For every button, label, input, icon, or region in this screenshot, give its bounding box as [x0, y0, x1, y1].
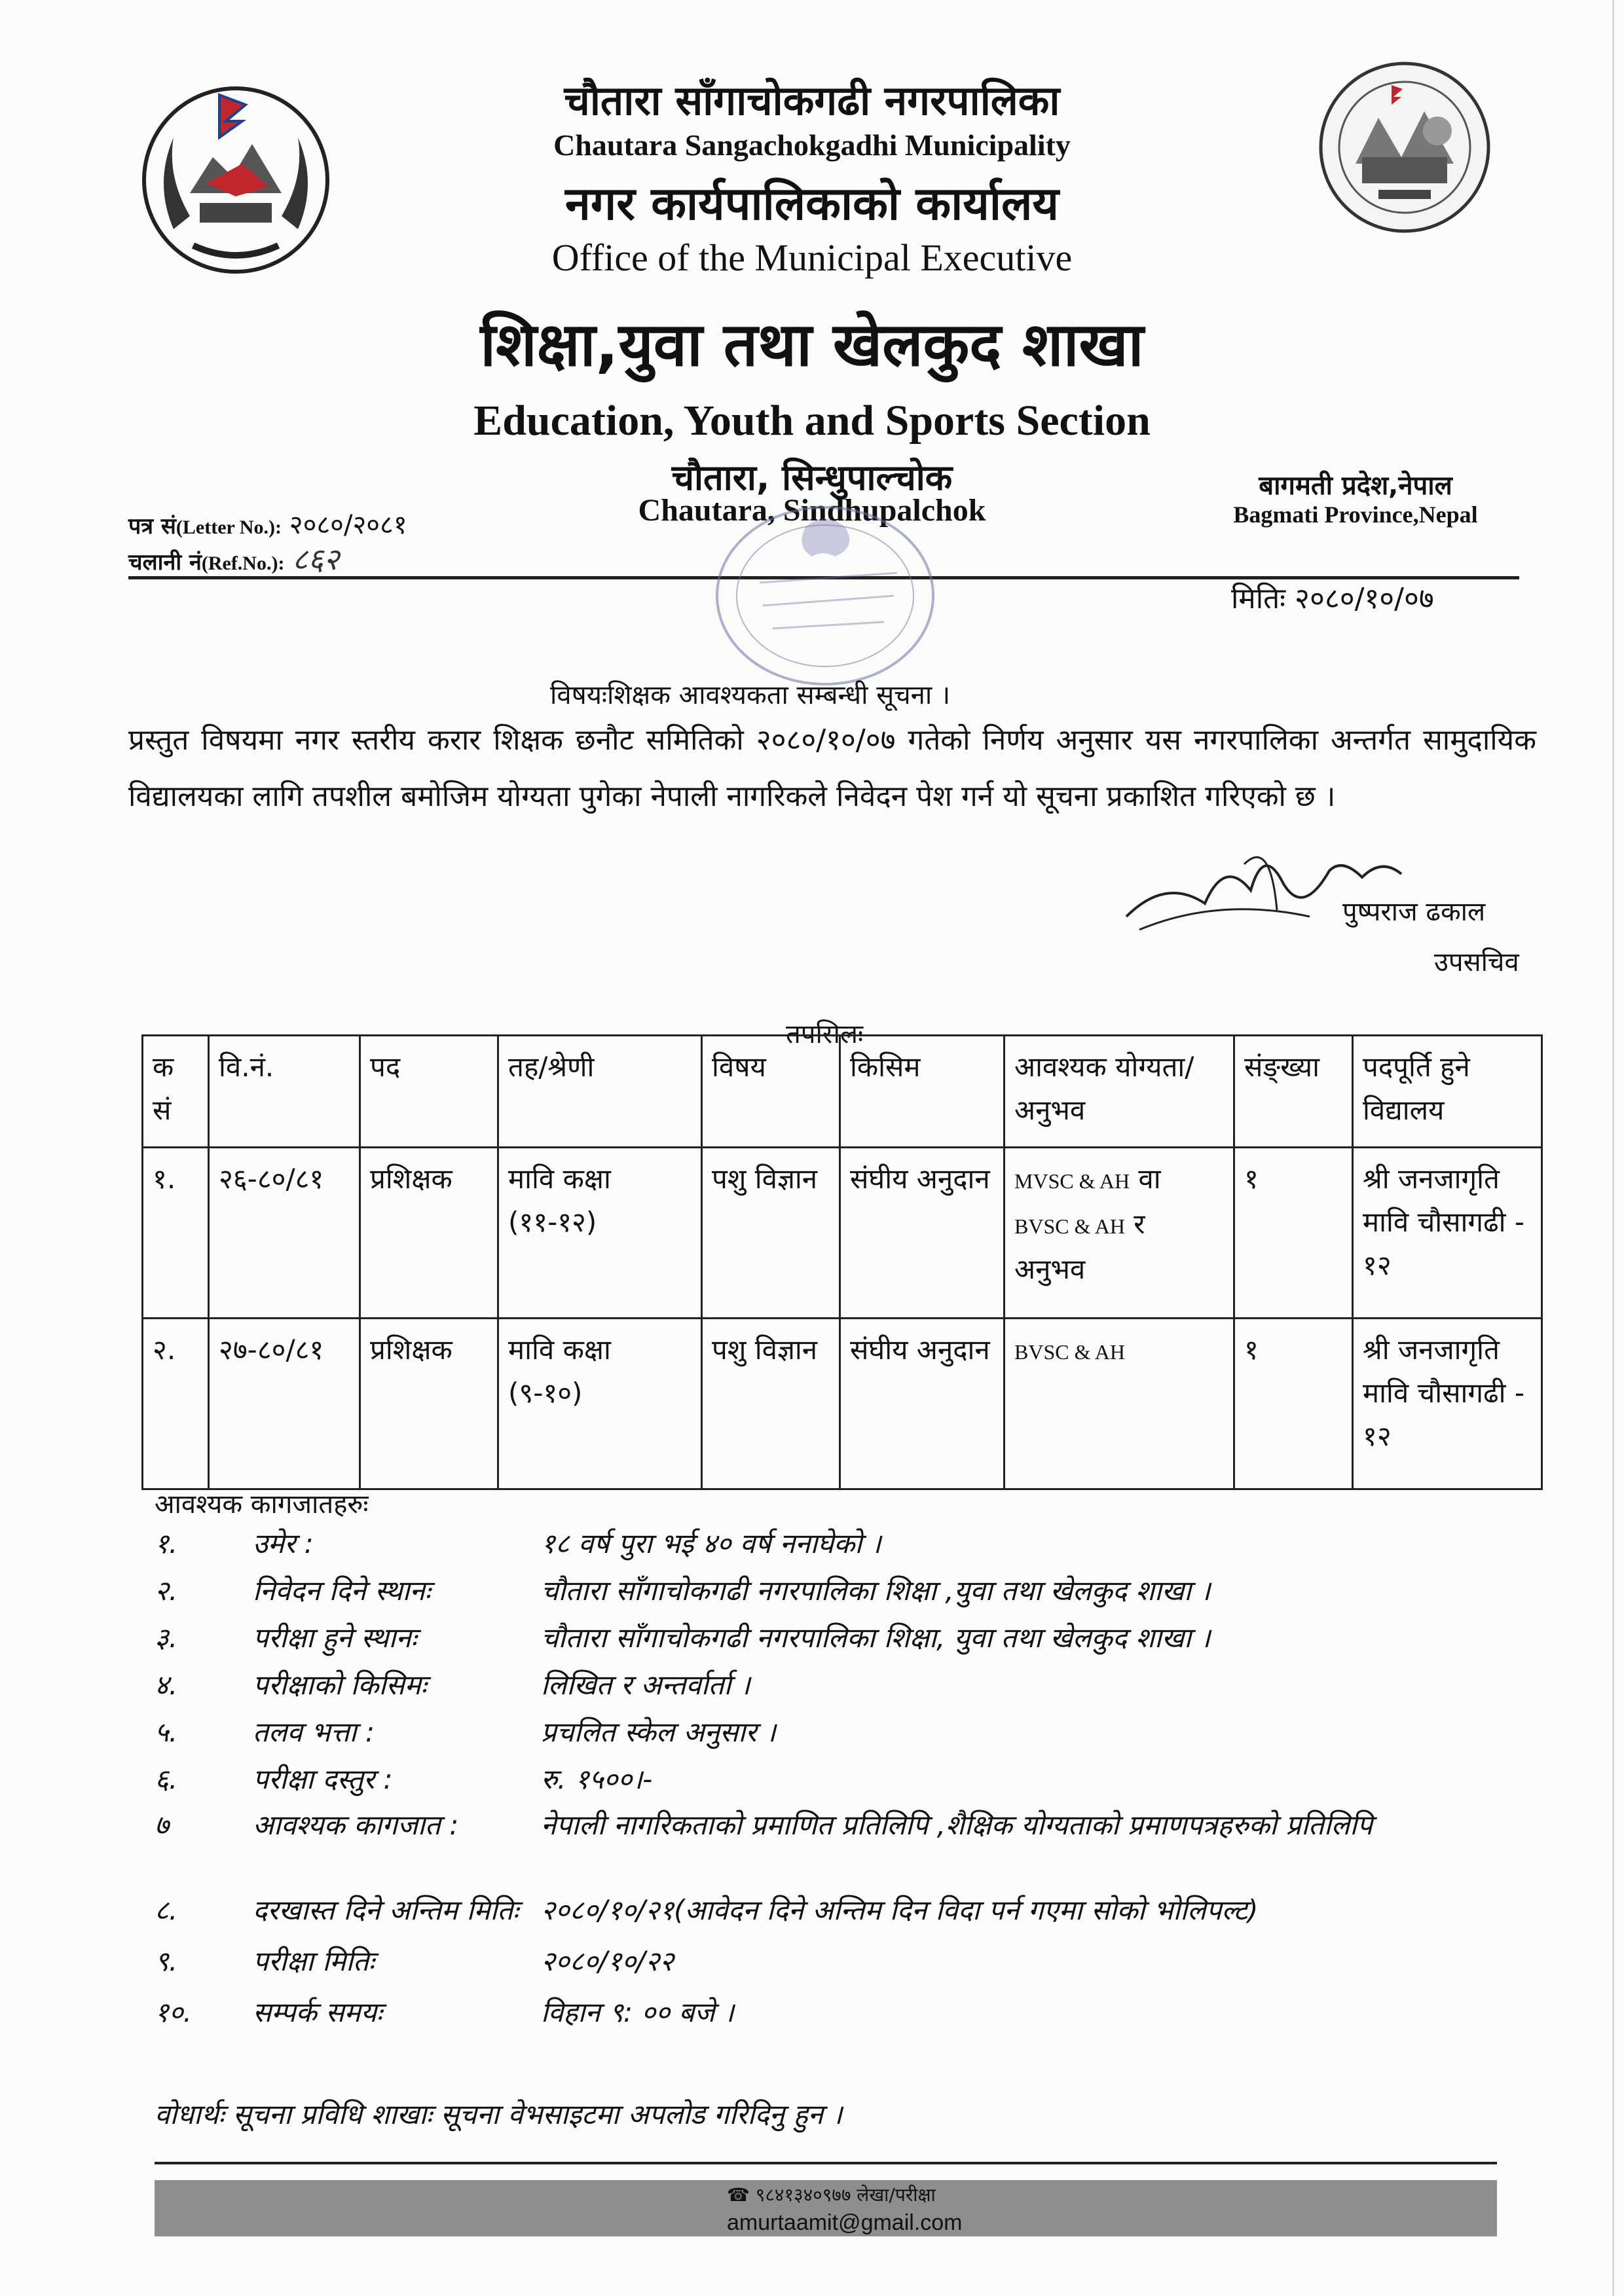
letter-number-label: पत्र सं: [128, 513, 176, 539]
nepal-government-emblem-icon: [128, 65, 344, 284]
item-label: परीक्षा मितिः: [253, 1945, 375, 1977]
item-label: परीक्षाको किसिमः: [253, 1669, 427, 1701]
signer-name: पुष्पराज ढकाल: [1342, 897, 1486, 927]
notice-body: प्रस्तुत विषयमा नगर स्तरीय करार शिक्षक छनौट समितिको २०८०/१०/०७ गतेको निर्णय अनुसार यस नगरपालिका अन्तर्गत सामुदायिक विद्यालयका लागि तपशील बमोजिम योग्यता पुगेका नेपाली नागरिकले निवेदन पेश गर्न यो सूचना प्रकाशित गरिएको छ ।: [128, 723, 1536, 813]
item-number: १.: [155, 1527, 178, 1559]
item-value: २०८०/१०/२१(आवेदन दिने अन्तिम दिन विदा पर्न गएमा सोको भोलिपल्ट): [541, 1894, 1259, 1926]
column-header: वि.नं.: [209, 1036, 360, 1148]
office-stamp-icon: [707, 498, 943, 697]
cell-count: १: [1234, 1319, 1353, 1489]
reference-number-label-en: (Ref.No.):: [201, 553, 285, 574]
item-label: आवश्यक कागजात :: [253, 1809, 459, 1841]
item-value: प्रचलित स्केल अनुसार ।: [541, 1716, 776, 1748]
item-value: चौतारा साँगाचोकगढी नगरपालिका शिक्षा, युवा तथा खेलकुद शाखा ।: [541, 1622, 1211, 1654]
footer-phone: ☎ ९८४१३४०९७७ लेखा/परीक्षा: [727, 2184, 936, 2206]
page-edge: [1612, 0, 1614, 2296]
province-english: Bagmati Province,Nepal: [1233, 501, 1478, 528]
item-label: सम्पर्क समयः: [253, 1996, 382, 2028]
cell-subject: पशु विज्ञान: [702, 1319, 840, 1489]
cell-school: श्री जनजागृति मावि चौसागढी - १२: [1353, 1148, 1542, 1319]
signer-title: उपसचिव: [1434, 947, 1519, 977]
footer-email[interactable]: amurtaamit@gmail.com: [727, 2210, 963, 2235]
cc-note: वोधार्थः सूचना प्रविधि शाखाः सूचना वेभसाइटमा अपलोड गरिदिनु हुन ।: [155, 2098, 843, 2130]
cell-type: संघीय अनुदान: [840, 1319, 1005, 1489]
notice-date: मितिः २०८०/१०/०७: [1231, 582, 1434, 615]
cell-post: प्रशिक्षक: [360, 1148, 498, 1319]
item-number: ९.: [155, 1945, 178, 1977]
item-value: रु. १५००।-: [541, 1763, 653, 1795]
item-number: ८.: [155, 1894, 178, 1926]
section-name-nepali: शिक्षा,युवा तथा खेलकुद शाखा: [480, 310, 1144, 380]
province-nepali: बागमती प्रदेश,नेपाल: [1259, 471, 1452, 501]
cell-vi-no: २६-८०/८१: [209, 1148, 360, 1319]
item-label: परीक्षा दस्तुर :: [253, 1763, 393, 1795]
section-name-english: Education, Youth and Sports Section: [473, 397, 1151, 445]
item-number: ३.: [155, 1622, 178, 1654]
item-number: ४.: [155, 1669, 178, 1701]
table-caption: तपसिलः: [786, 1019, 864, 1049]
cell-type: संघीय अनुदान: [840, 1148, 1005, 1319]
cell-count: १: [1234, 1148, 1353, 1319]
table-row: [143, 1319, 1542, 1489]
cell-level: मावि कक्षा (११-१२): [498, 1148, 702, 1319]
item-value: २०८०/१०/२२: [541, 1945, 674, 1977]
item-number: ७: [155, 1809, 169, 1841]
item-label: निवेदन दिने स्थानः: [253, 1575, 431, 1607]
place-english: Chautara, Sindhupalchok: [638, 493, 986, 528]
place-nepali: चौतारा, सिन्धुपाल्चोक: [671, 457, 953, 498]
qualification-connector: वा: [1130, 1163, 1161, 1195]
item-value: विहान ९: ०० बजे ।: [541, 1996, 734, 2028]
qualification-degree: BVSC & AH: [1014, 1214, 1125, 1238]
item-label: परीक्षा हुने स्थानः: [253, 1622, 417, 1654]
qualification-connector: र अनुभव: [1014, 1208, 1145, 1285]
cell-qualification: [1005, 1148, 1234, 1319]
municipality-name-nepali: चौतारा साँगाचोकगढी नगरपालिका: [564, 77, 1060, 124]
column-header: क सं: [143, 1036, 209, 1148]
cell-post: प्रशिक्षक: [360, 1319, 498, 1489]
item-label: तलव भत्ता :: [253, 1716, 375, 1748]
column-header: तह/श्रेणी: [498, 1036, 702, 1148]
qualification-degree: BVSC & AH: [1014, 1340, 1125, 1364]
item-number: ६.: [155, 1763, 178, 1795]
column-header: किसिम: [840, 1036, 1005, 1148]
column-header: संङ्ख्या: [1234, 1036, 1353, 1148]
signature-icon: [1113, 818, 1428, 952]
vacancy-table: [141, 1034, 1543, 1490]
letter-number: [128, 505, 407, 541]
cell-school: श्री जनजागृति मावि चौसागढी - १२: [1353, 1319, 1542, 1489]
item-number: ५.: [155, 1716, 178, 1748]
reference-number-value: ८६२: [292, 541, 340, 577]
table-row: [143, 1148, 1542, 1319]
cell-qualification: [1005, 1319, 1234, 1489]
cell-level: मावि कक्षा (९-१०): [498, 1319, 702, 1489]
footer-divider: [155, 2162, 1497, 2164]
column-header: आवश्यक योग्यता/अनुभव: [1005, 1036, 1234, 1148]
cell-sn: २.: [143, 1319, 209, 1489]
reference-number-label: चलानी नं: [128, 549, 202, 575]
item-value: नेपाली नागरिकताको प्रमाणित प्रतिलिपि ,शैक्षिक योग्यताको प्रमाणपत्रहरुको प्रतिलिपि: [541, 1809, 1373, 1841]
office-name-nepali: नगर कार्यपालिकाको कार्यालय: [564, 177, 1060, 230]
cell-vi-no: २७-८०/८१: [209, 1319, 360, 1489]
qualification-degree: MVSC & AH: [1014, 1169, 1130, 1193]
item-value: लिखित र अन्तर्वार्ता ।: [541, 1669, 750, 1701]
item-label: उमेर :: [253, 1527, 314, 1559]
letter-number-value: २०८०/२०८१: [289, 510, 407, 540]
item-number: १०.: [155, 1996, 193, 2028]
table-header-row: [143, 1036, 1542, 1148]
item-value: १८ वर्ष पुरा भई ४० वर्ष ननाघेको ।: [541, 1527, 881, 1559]
column-header: पदपूर्ति हुने विद्यालय: [1353, 1036, 1542, 1148]
column-header: पद: [360, 1036, 498, 1148]
item-value: चौतारा साँगाचोकगढी नगरपालिका शिक्षा ,युवा तथा खेलकुद शाखा ।: [541, 1575, 1211, 1607]
item-label: दरखास्त दिने अन्तिम मितिः: [253, 1894, 519, 1926]
notice-subject: विषयःशिक्षक आवश्यकता सम्बन्धी सूचना ।: [550, 680, 951, 710]
item-number: २.: [155, 1575, 178, 1607]
required-docs-title: आवश्यक कागजातहरुः: [155, 1489, 369, 1520]
office-name-english: Office of the Municipal Executive: [551, 236, 1073, 279]
reference-number: [128, 538, 339, 579]
letter-number-label-en: (Letter No.):: [175, 517, 282, 538]
cell-sn: १.: [143, 1148, 209, 1319]
cell-subject: पशु विज्ञान: [702, 1148, 840, 1319]
municipality-name-english: Chautara Sangachokgadhi Municipality: [553, 128, 1071, 162]
municipality-seal-icon: [1316, 59, 1493, 238]
column-header: विषय: [702, 1036, 840, 1148]
